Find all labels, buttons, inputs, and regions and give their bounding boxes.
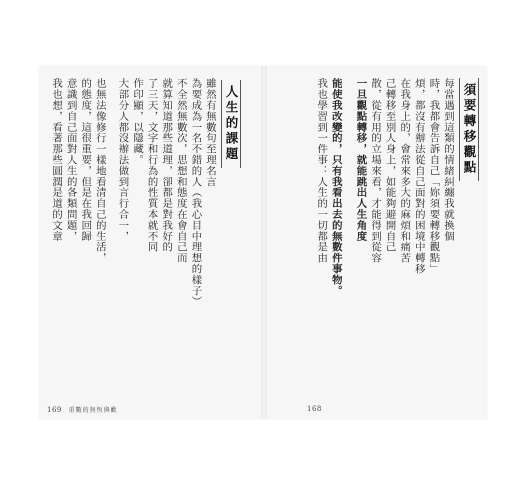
bold-phrase: 能使我改變的，只有我看出去的無數件事物。 (329, 78, 342, 296)
left-page-column: 的態度，這很重要，但是在我回歸 (79, 78, 92, 242)
right-page-column: 每當遇到這類的情緒糾纏我就換個 (442, 78, 454, 242)
right-page-column: 己轉移至別人身上，如能夠避開自己 (383, 78, 396, 253)
bold-phrase: 一旦觀點轉移，就能跳出人生角度 (354, 78, 367, 242)
right-page-column: 散，從有用的立場來看，才能得到從容 (369, 78, 382, 264)
page-number-right: 168 (307, 405, 322, 413)
left-page-column: 也無法像修行一樣地看清自己的生活， (93, 78, 106, 264)
book-gutter (261, 66, 267, 419)
left-page-column: 不全然無數次，思想和態度在會自己而 (174, 78, 187, 264)
section-heading-right: 須要轉移觀點 (459, 78, 479, 181)
page-number-left: 169 (47, 406, 62, 414)
book-spread (39, 66, 487, 419)
left-page-folio (47, 405, 118, 414)
left-page-column: 大部分人都沒辦法做到言行合一， (116, 78, 129, 242)
left-page-text (48, 78, 217, 307)
left-page-column: 為要成為一名不錯的人（我心目中理想的樣子） (189, 78, 202, 307)
right-page-column (328, 78, 343, 296)
left-page-column: 作印顯，以隱藏。 (131, 78, 144, 166)
running-title: 重數的無恆與歡 (68, 407, 118, 414)
left-page-column: 就算知道那些道理，卻都是對我好的 (160, 78, 173, 253)
section-heading-left: 人生的課題 (221, 80, 241, 168)
right-page-folio (307, 405, 322, 413)
left-page-column: 了三天，文字和行為的性質本就不同 (145, 78, 158, 253)
left-page-column: 雖然有無數句至理名言 (204, 78, 216, 187)
right-page-column: 我也學習到一件事：人生的一切都是由 (315, 78, 328, 264)
right-page-text (314, 78, 455, 296)
right-page-column: 煩，都沒有辦法從自己面對的困境中轉移 (412, 78, 425, 275)
right-page-column: 時，我都會告訴自己「妳須要轉移觀點」 (427, 78, 440, 275)
left-page-column: 我也想，看著那些圓潤是道的文章 (50, 78, 63, 242)
right-page-column (353, 78, 368, 296)
right-page-column: 在我身上的，會常來多大的麻煩和痛苦 (398, 78, 411, 264)
left-page-column: 意識到自己面對人生的各類問題， (64, 78, 77, 242)
